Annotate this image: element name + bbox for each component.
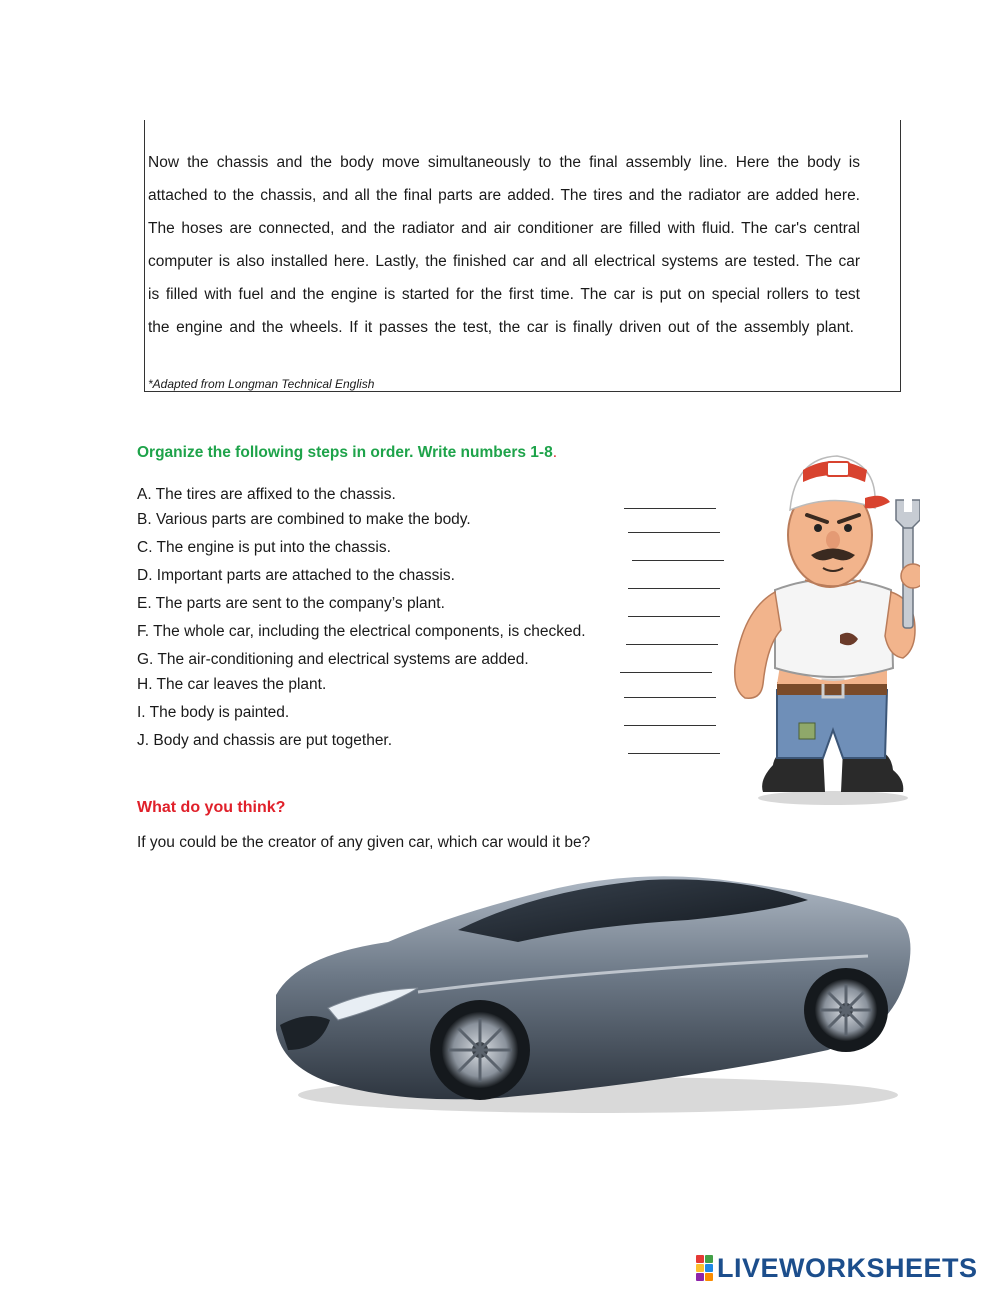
sports-car-photo [268,860,918,1120]
answer-field-h[interactable] [624,677,716,698]
answer-field-c[interactable] [632,540,724,561]
task-heading [137,444,557,462]
brand-tile [696,1273,704,1281]
step-b: B. Various parts are combined to make the body. [137,511,471,528]
source-note: *Adapted from Longman Technical English [148,377,375,391]
brand-tile [696,1264,704,1272]
brand-tiles-icon [696,1255,713,1281]
answer-field-j[interactable] [628,733,720,754]
step-h: H. The car leaves the plant. [137,676,327,693]
answer-field-f[interactable] [626,624,718,645]
passage-line: attached to the chassis, and all the final parts are added. The tires and the radiator are added here. [148,187,860,204]
step-i: I. The body is painted. [137,704,290,721]
brand-name: LIVEWORKSHEETS [717,1252,978,1283]
brand-tile [705,1255,713,1263]
passage-line: Now the chassis and the body move simultaneously to the final assembly line. Here the body is [148,154,860,171]
answer-field-b[interactable] [628,512,720,533]
step-d: D. Important parts are attached to the chassis. [137,567,455,584]
brand-tile [705,1264,713,1272]
liveworksheets-logo [696,1252,978,1284]
step-a: A. The tires are affixed to the chassis. [137,486,396,503]
think-question: If you could be the creator of any given car, which car would it be? [137,834,591,851]
step-f: F. The whole car, including the electrical components, is checked. [137,623,586,640]
answer-field-a[interactable] [624,488,716,509]
step-j: J. Body and chassis are put together. [137,732,393,749]
task-heading-period: . [552,444,558,461]
passage-line: The hoses are connected, and the radiator and air conditioner are filled with fluid. The car's central [148,220,860,237]
passage-line: computer is also installed here. Lastly, the finished car and all electrical systems are tested. The car [148,253,860,270]
task-heading-text: Organize the following steps in order. Write numbers 1-8 [137,444,553,461]
passage-line: is filled with fuel and the engine is started for the first time. The car is put on special rollers to test [148,286,860,303]
mechanic-illustration [715,440,920,808]
step-e: E. The parts are sent to the company’s plant. [137,595,445,612]
brand-tile [705,1273,713,1281]
step-g: G. The air-conditioning and electrical systems are added. [137,651,529,668]
answer-field-d[interactable] [628,568,720,589]
step-c: C. The engine is put into the chassis. [137,539,391,556]
answer-field-i[interactable] [624,705,716,726]
passage-line: the engine and the wheels. If it passes the test, the car is finally driven out of the assembly plant. [148,319,854,336]
think-heading: What do you think? [137,799,286,816]
brand-tile [696,1255,704,1263]
answer-field-e[interactable] [628,596,720,617]
answer-field-g[interactable] [620,652,712,673]
